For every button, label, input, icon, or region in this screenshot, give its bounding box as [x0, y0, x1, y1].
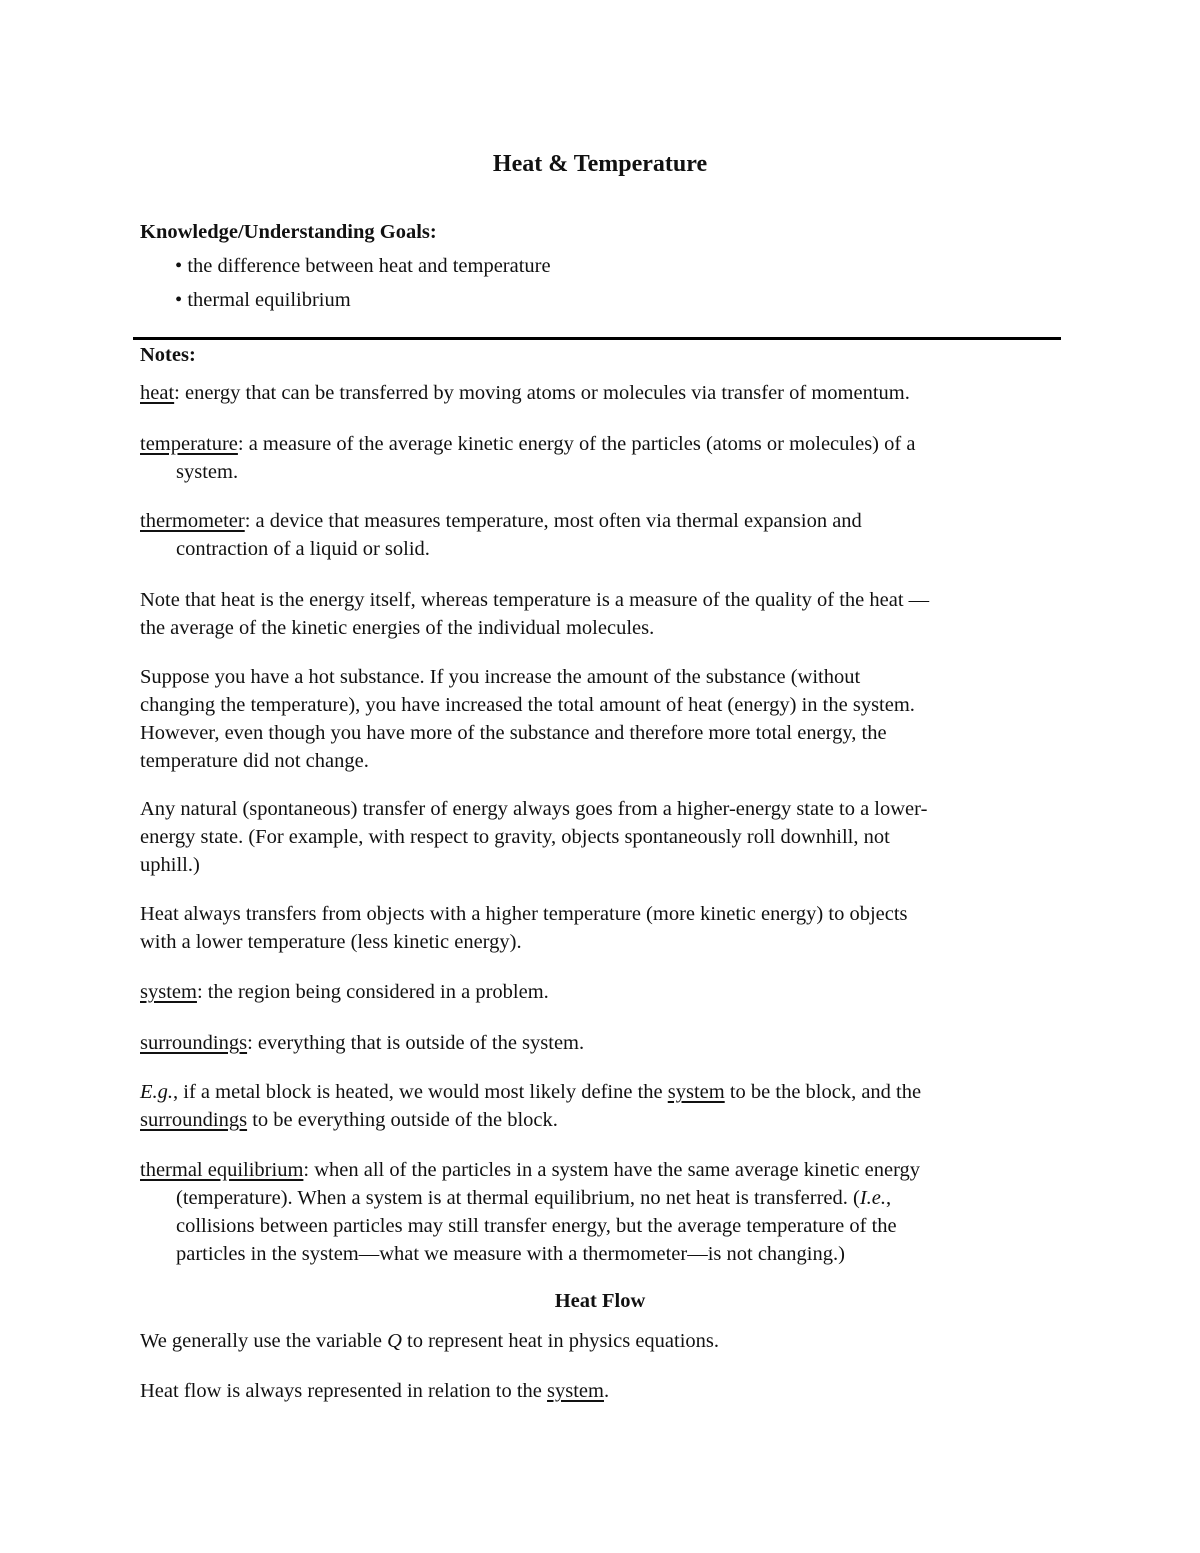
term: surroundings: [140, 1032, 248, 1054]
text-line: Heat always transfers from objects with a higher temperature (more kinetic energy) to objects: [140, 903, 908, 925]
term: system: [140, 981, 197, 1003]
text: to be the block, and the: [724, 1081, 922, 1103]
term: heat: [140, 382, 175, 404]
definition: : the region being considered in a problem.: [196, 981, 549, 1003]
definition-thermometer: [140, 507, 1080, 563]
heat-flow-heading: Heat Flow: [554, 1290, 646, 1312]
term: temperature: [140, 433, 238, 455]
text: (temperature). When a system is at thermal equilibrium, no net heat is transferred. (: [176, 1187, 860, 1209]
text-line: energy state. (For example, with respect to gravity, objects spontaneously roll downhill, not: [140, 826, 890, 848]
bullet-icon: •: [175, 289, 183, 311]
text: ,: [886, 1187, 892, 1209]
definition-cont: contraction of a liquid or solid.: [176, 538, 430, 560]
definition-thermal-equilibrium: [140, 1156, 1080, 1268]
definition-system: [140, 978, 1080, 1006]
ie-label: I.e.: [859, 1187, 887, 1209]
definition-heat: [140, 379, 1080, 407]
text: to be everything outside of the block.: [247, 1109, 558, 1131]
term: surroundings: [140, 1109, 248, 1131]
paragraph-example: [140, 1078, 1080, 1134]
definition: : when all of the particles in a system have the same average kinetic energy: [303, 1159, 921, 1181]
text-line: Note that heat is the energy itself, whereas temperature is a measure of the quality of the heat —: [140, 589, 930, 611]
eg-label: E.g.: [140, 1081, 174, 1103]
definition: : a device that measures temperature, most often via thermal expansion and: [244, 510, 862, 532]
definition: : everything that is outside of the system.: [247, 1032, 585, 1054]
bullet-icon: •: [175, 255, 183, 277]
text-line: Any natural (spontaneous) transfer of energy always goes from a higher-energy state to a lower-: [140, 798, 928, 820]
text: We generally use the variable: [140, 1330, 388, 1352]
goal-text: thermal equilibrium: [187, 289, 351, 311]
term: system: [547, 1380, 604, 1402]
paragraph-suppose: [140, 663, 1080, 775]
definition-cont: particles in the system—what we measure with a thermometer—is not changing.): [176, 1243, 845, 1265]
paragraph-variable-q: [140, 1327, 1080, 1355]
text-line: temperature did not change.: [140, 750, 369, 772]
text-line: Suppose you have a hot substance. If you increase the amount of the substance (without: [140, 666, 861, 688]
term: thermometer: [140, 510, 245, 532]
goal-item: [140, 252, 1115, 280]
goals-heading: Knowledge/Understanding Goals:: [140, 221, 437, 243]
text-line: the average of the kinetic energies of the individual molecules.: [140, 617, 655, 639]
notes-heading: Notes:: [140, 344, 196, 366]
paragraph-heat-transfer: [140, 900, 1080, 956]
term: thermal equilibrium: [140, 1159, 304, 1181]
text-line: However, even though you have more of the substance and therefore more total energy, the: [140, 722, 887, 744]
term: system: [667, 1081, 725, 1103]
paragraph-heat-flow-relation: [140, 1377, 1080, 1405]
definition-cont: collisions between particles may still transfer energy, but the average temperature of the: [176, 1215, 897, 1237]
text-line: changing the temperature), you have increased the total amount of heat (energy) in the system.: [140, 694, 915, 716]
definition-temperature: [140, 430, 1080, 486]
paragraph-note: [140, 586, 1080, 642]
text-line: uphill.): [140, 854, 200, 876]
goal-text: the difference between heat and temperature: [187, 255, 551, 277]
text-line: with a lower temperature (less kinetic energy).: [140, 931, 522, 953]
paragraph-natural-transfer: [140, 795, 1080, 879]
page-title: Heat & Temperature: [492, 151, 708, 177]
text: Heat flow is always represented in relation to the: [140, 1380, 548, 1402]
section-divider: [133, 337, 1061, 340]
text: to represent heat in physics equations.: [401, 1330, 720, 1352]
definition-surroundings: [140, 1029, 1080, 1057]
goal-item: [140, 286, 1115, 314]
definition: : energy that can be transferred by moving atoms or molecules via transfer of momentum.: [174, 382, 910, 404]
definition: : a measure of the average kinetic energy of the particles (atoms or molecules) of a: [237, 433, 916, 455]
variable-q: Q: [387, 1330, 402, 1352]
definition-cont: system.: [176, 461, 239, 483]
text: .: [603, 1380, 610, 1402]
text: , if a metal block is heated, we would most likely define the: [173, 1081, 668, 1103]
